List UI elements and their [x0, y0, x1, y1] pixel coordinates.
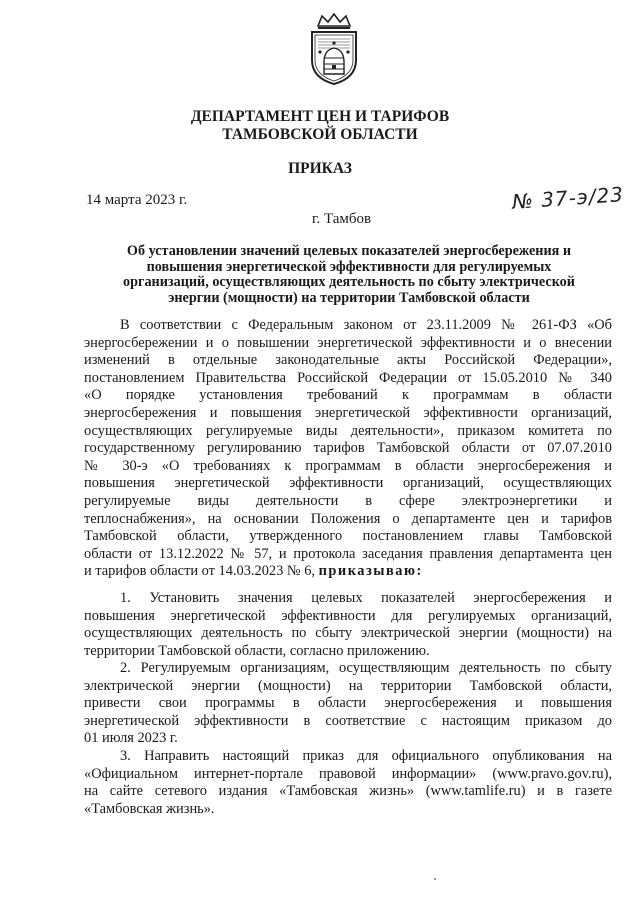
preamble-line: В соответствии с Федеральным законом от 23.11.2009 № 261-ФЗ «Об: [120, 317, 612, 333]
preamble-paragraph: [84, 317, 612, 581]
order-item-3: [84, 748, 612, 818]
item-line: электрической энергии (мощности) на территории Тамбовской области,: [84, 677, 612, 694]
tambov-region-coat-of-arms-icon: [306, 12, 362, 86]
item-line: 2. Регулируемым организациям, осуществляющим деятельность по сбыту: [120, 660, 612, 676]
order-title: ПРИКАЗ: [288, 160, 352, 177]
order-subject: [88, 244, 610, 306]
department-name-line2: ТАМБОВСКОЙ ОБЛАСТИ: [222, 126, 418, 143]
order-date: 14 марта 2023 г.: [86, 192, 188, 208]
preamble-line: постановлением Правительства Российской Федерации от 15.05.2010 № 340: [84, 369, 612, 386]
preamble-line: осуществляющих регулируемые виды деятельности», приказом комитета по: [84, 422, 612, 439]
preamble-line: регулируемые виды деятельности в сфере электроэнергетики и: [84, 492, 612, 509]
preamble-line: изменений в отдельные законодательные акты Российской Федерации»,: [84, 352, 612, 369]
item-line: «Тамбовская жизнь».: [84, 800, 215, 817]
department-name-line1: ДЕПАРТАМЕНТ ЦЕН И ТАРИФОВ: [190, 108, 450, 125]
item-line: 1. Установить значения целевых показателей энергосбережения и: [120, 590, 612, 606]
item-line: 3. Направить настоящий приказ для официального опубликования на: [120, 748, 612, 764]
preamble-line: Тамбовской области, утвержденного постановлением главы Тамбовской: [84, 528, 612, 545]
preamble-line: энергосбережения и повышения энергетической эффективности организаций,: [84, 404, 612, 421]
preamble-line: области от 13.12.2022 № 57, и протокола заседания правления департамента цен: [84, 545, 612, 562]
item-line: осуществляющих деятельность по сбыту электрической энергии (мощности) на: [84, 625, 612, 642]
preamble-final-line: [84, 563, 612, 581]
order-verb-emphasis: приказываю:: [318, 563, 423, 580]
item-line: повышения энергетической эффективности для регулируемых организаций,: [84, 607, 612, 624]
subject-line: организаций, осуществляющих деятельность по сбыту электрической: [123, 274, 575, 290]
preamble-final-text: и тарифов области от 14.03.2023 № 6,: [84, 563, 319, 580]
preamble-line: энергосбережении и о повышении энергетической эффективности и о внесении: [84, 334, 612, 351]
item-line: энергетической эффективности в соответствие с настоящим приказом до: [84, 712, 612, 729]
subject-line: энергии (мощности) на территории Тамбовской области: [168, 289, 530, 306]
order-item-2: [84, 660, 612, 748]
order-number-handwritten: № 37-э/23: [511, 182, 625, 214]
item-line: привести свои программы в области энергосбережения и повышения: [84, 695, 612, 712]
scan-speck: [434, 878, 436, 880]
item-line: 01 июля 2023 г.: [84, 730, 178, 747]
subject-line: повышения энергетической эффективности для регулируемых: [146, 258, 552, 275]
subject-line: Об установлении значений целевых показателей энергосбережения и: [126, 243, 572, 259]
preamble-line: № 30-э «О требованиях к программам в области энергосбережения и: [84, 457, 612, 474]
item-line: территории Тамбовской области, согласно приложению.: [84, 642, 430, 659]
item-line: на сайте сетевого издания «Тамбовская жизнь» (www.tamlife.ru) и в газете: [84, 783, 612, 800]
item-line: «Официальном интернет-портале правовой информации» (www.pravo.gov.ru),: [84, 765, 612, 782]
preamble-line: повышения энергетической эффективности организаций, осуществляющих: [84, 475, 612, 492]
preamble-line: государственному регулированию тарифов Тамбовской области от 07.07.2010: [84, 440, 612, 457]
order-city: г. Тамбов: [312, 211, 372, 227]
preamble-line: теплоснабжения», на основании Положения о департаменте цен и тарифов: [84, 510, 612, 527]
order-item-1: [84, 590, 612, 660]
preamble-line: «О порядке установления требований к программам в области: [84, 387, 612, 404]
